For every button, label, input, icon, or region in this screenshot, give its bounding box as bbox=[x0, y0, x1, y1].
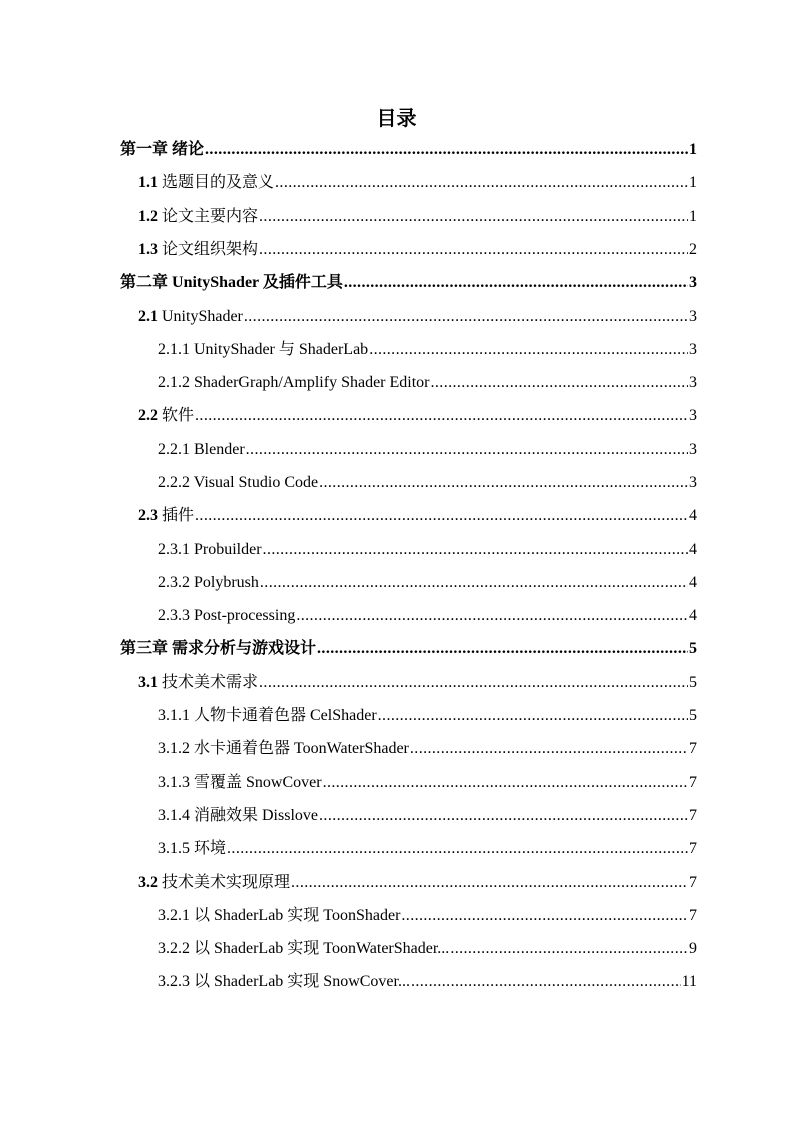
toc-entry-page: 3 bbox=[689, 407, 697, 424]
toc-entry-page: 4 bbox=[689, 607, 697, 624]
toc-leader-dots bbox=[296, 604, 688, 628]
toc-entry-number: 3.2.1 bbox=[158, 907, 190, 924]
toc-entry[interactable] bbox=[120, 637, 697, 661]
toc-leader-dots bbox=[319, 804, 688, 828]
toc-entry-title bbox=[158, 837, 226, 861]
toc-entry-page: 1 bbox=[689, 174, 697, 191]
toc-entry-title bbox=[158, 771, 322, 795]
toc-entry-page: 7 bbox=[689, 840, 697, 857]
toc-leader-dots bbox=[260, 571, 688, 595]
toc-entry-number: 2.3 bbox=[138, 507, 158, 524]
toc-entry-label: 水卡通着色器 ToonWaterShader bbox=[194, 740, 409, 757]
toc-entry-title bbox=[138, 238, 258, 262]
toc-leader-dots bbox=[323, 771, 688, 795]
toc-entry-number: 3.2.3 bbox=[158, 973, 190, 990]
toc-entry-page: 5 bbox=[689, 674, 697, 691]
toc-entry-title bbox=[158, 338, 368, 362]
toc-leader-dots bbox=[431, 371, 689, 395]
toc-entry-page: 11 bbox=[681, 973, 697, 990]
toc-entry-title bbox=[158, 571, 259, 595]
toc-entry[interactable] bbox=[158, 438, 697, 462]
toc-entry-label: 消融效果 Disslove bbox=[194, 807, 319, 824]
toc-entry-number: 2.2.1 bbox=[158, 441, 190, 458]
toc-entry-number: 1.1 bbox=[138, 174, 158, 191]
toc-entry[interactable] bbox=[138, 504, 697, 528]
toc-entry-label: Polybrush bbox=[194, 574, 259, 591]
toc-entry-page: 4 bbox=[689, 507, 697, 524]
toc-leader-dots bbox=[450, 937, 688, 961]
toc-entry[interactable] bbox=[158, 704, 697, 728]
toc-title: 目录 bbox=[376, 108, 417, 130]
toc-entry-number: 3.1.4 bbox=[158, 807, 190, 824]
toc-entry-page: 3 bbox=[689, 441, 697, 458]
toc-entry-page: 3 bbox=[689, 341, 697, 358]
toc-entry-number: 第二章 bbox=[120, 274, 169, 291]
toc-leader-dots bbox=[344, 271, 688, 295]
toc-entry-number: 3.1.2 bbox=[158, 740, 190, 757]
toc-entry-page: 4 bbox=[689, 574, 697, 591]
toc-entry[interactable] bbox=[158, 970, 697, 994]
toc-entry-label: 论文组织架构 bbox=[162, 241, 259, 258]
toc-entry-page: 1 bbox=[689, 208, 697, 225]
toc-entry-label: Post-processing bbox=[194, 607, 296, 624]
toc-entry-title bbox=[120, 271, 343, 295]
toc-entry-number: 3.2 bbox=[138, 874, 158, 891]
toc-entry-title bbox=[158, 904, 400, 928]
toc-leader-dots bbox=[411, 970, 681, 994]
toc-entry-number: 3.1.3 bbox=[158, 774, 190, 791]
toc-entry-label: ShaderGraph/Amplify Shader Editor bbox=[194, 374, 430, 391]
toc-entry-number: 3.1 bbox=[138, 674, 158, 691]
toc-entry-title bbox=[158, 704, 377, 728]
toc-entry-page: 5 bbox=[689, 640, 697, 657]
toc-entry-page: 7 bbox=[689, 807, 697, 824]
toc-entry-title bbox=[138, 504, 194, 528]
toc-entry-page: 7 bbox=[689, 774, 697, 791]
toc-entry-number: 1.2 bbox=[138, 208, 158, 225]
toc-entry[interactable] bbox=[120, 138, 697, 162]
toc-entry-label: 绪论 bbox=[172, 141, 205, 158]
toc-entry-title bbox=[158, 970, 410, 994]
toc-entry[interactable] bbox=[158, 471, 697, 495]
toc-entry-label: 技术美术实现原理 bbox=[162, 874, 291, 891]
toc-entry[interactable] bbox=[158, 771, 697, 795]
toc-entry-label: 以 ShaderLab 实现 SnowCover... bbox=[194, 973, 410, 990]
toc-leader-dots bbox=[291, 871, 688, 895]
toc-leader-dots bbox=[319, 471, 688, 495]
toc-entry-title bbox=[158, 438, 245, 462]
toc-leader-dots bbox=[244, 305, 688, 329]
toc-leader-dots bbox=[259, 238, 688, 262]
toc-entry-number: 2.3.3 bbox=[158, 607, 190, 624]
toc-entry-title bbox=[158, 371, 430, 395]
toc-leader-dots bbox=[317, 637, 688, 661]
toc-entry-number: 2.3.1 bbox=[158, 541, 190, 558]
toc-entry-label: 雪覆盖 SnowCover bbox=[194, 774, 322, 791]
toc-entry-number: 2.3.2 bbox=[158, 574, 190, 591]
toc-leader-dots bbox=[401, 904, 688, 928]
toc-entry[interactable] bbox=[138, 404, 697, 428]
toc-entry-number: 3.2.2 bbox=[158, 940, 190, 957]
toc-entry-label: Visual Studio Code bbox=[193, 474, 319, 491]
toc-entry-label: UnityShader bbox=[162, 308, 243, 325]
toc-entry[interactable] bbox=[158, 571, 697, 595]
toc-leader-dots bbox=[410, 737, 688, 761]
toc-leader-dots bbox=[259, 205, 688, 229]
toc-entry-title bbox=[158, 937, 449, 961]
toc-entry[interactable] bbox=[158, 737, 697, 761]
toc-entry-number: 1.3 bbox=[138, 241, 158, 258]
toc-entry-number: 2.1.1 bbox=[158, 341, 190, 358]
toc-leader-dots bbox=[205, 138, 688, 162]
toc-entry-number: 3.1.1 bbox=[158, 707, 190, 724]
toc-entry[interactable] bbox=[138, 171, 697, 195]
toc-leader-dots bbox=[275, 171, 688, 195]
toc-entry-label: 人物卡通着色器 CelShader bbox=[194, 707, 377, 724]
toc-leader-dots bbox=[195, 504, 688, 528]
toc-entry-title bbox=[120, 138, 204, 162]
toc-entry[interactable] bbox=[138, 305, 697, 329]
toc-entry[interactable] bbox=[158, 338, 697, 362]
toc-entry-number: 第一章 bbox=[120, 141, 169, 158]
toc-entry-title bbox=[138, 404, 194, 428]
toc-entry-label: 以 ShaderLab 实现 ToonWaterShader... bbox=[194, 940, 450, 957]
toc-entry-label: 论文主要内容 bbox=[162, 208, 259, 225]
toc-entry-page: 7 bbox=[689, 874, 697, 891]
toc-entry-label: 需求分析与游戏设计 bbox=[172, 640, 317, 657]
toc-entry-title bbox=[138, 305, 243, 329]
toc-entry-page: 7 bbox=[689, 740, 697, 757]
toc-entry-page: 3 bbox=[689, 474, 697, 491]
toc-leader-dots bbox=[246, 438, 688, 462]
toc-entry[interactable] bbox=[158, 937, 697, 961]
toc-entry-title bbox=[138, 171, 274, 195]
toc-entry-number: 2.2 bbox=[138, 407, 158, 424]
toc-entry[interactable] bbox=[138, 238, 697, 262]
toc-entry-title bbox=[158, 737, 409, 761]
toc-entry-page: 1 bbox=[689, 141, 697, 158]
toc-entry-label: Probuilder bbox=[194, 541, 262, 558]
toc-leader-dots bbox=[195, 404, 688, 428]
toc-entry-title bbox=[138, 205, 258, 229]
toc-leader-dots bbox=[227, 837, 688, 861]
toc-entry-page: 3 bbox=[689, 274, 697, 291]
toc-entry-label: UnityShader 与 ShaderLab bbox=[194, 341, 369, 358]
toc-entry-label: UnityShader 及插件工具 bbox=[172, 274, 343, 291]
toc-entry-title bbox=[138, 671, 258, 695]
toc-entry-page: 7 bbox=[689, 907, 697, 924]
toc-entry[interactable] bbox=[158, 837, 697, 861]
toc-entry[interactable] bbox=[158, 604, 697, 628]
toc-entry-number: 3.1.5 bbox=[158, 840, 190, 857]
toc-entry-title bbox=[158, 804, 318, 828]
toc-leader-dots bbox=[263, 538, 688, 562]
toc-entry-label: 环境 bbox=[194, 840, 227, 857]
toc-entry-label: 以 ShaderLab 实现 ToonShader bbox=[194, 907, 401, 924]
toc-entry-page: 3 bbox=[689, 374, 697, 391]
toc-entry-title bbox=[158, 538, 262, 562]
toc-entry[interactable] bbox=[158, 904, 697, 928]
toc-leader-dots bbox=[378, 704, 688, 728]
toc-entry-label: 技术美术需求 bbox=[162, 674, 259, 691]
toc-entry-number: 2.1 bbox=[138, 308, 158, 325]
toc-entry-number: 2.1.2 bbox=[158, 374, 190, 391]
toc-entry-number: 第三章 bbox=[120, 640, 169, 657]
toc-entry[interactable] bbox=[158, 804, 697, 828]
toc-entry-title bbox=[158, 471, 318, 495]
toc-entry-page: 2 bbox=[689, 241, 697, 258]
toc-entry[interactable] bbox=[120, 271, 697, 295]
toc-entry-label: Blender bbox=[194, 441, 245, 458]
toc-leader-dots bbox=[259, 671, 688, 695]
toc-entry-title bbox=[120, 637, 316, 661]
toc-entry[interactable] bbox=[158, 538, 697, 562]
toc-entry-page: 9 bbox=[689, 940, 697, 957]
toc-entry-label: 插件 bbox=[162, 507, 195, 524]
toc-entry-label: 选题目的及意义 bbox=[162, 174, 275, 191]
toc-entry[interactable] bbox=[138, 671, 697, 695]
toc-entry-title bbox=[158, 604, 295, 628]
toc-entry-page: 5 bbox=[689, 707, 697, 724]
toc-entry-number: 2.2.2 bbox=[158, 474, 190, 491]
toc-entry[interactable] bbox=[138, 871, 697, 895]
toc-entry-title bbox=[138, 871, 290, 895]
toc-leader-dots bbox=[369, 338, 688, 362]
toc-entry-page: 4 bbox=[689, 541, 697, 558]
toc-entry-label: 软件 bbox=[162, 407, 195, 424]
toc-entry[interactable] bbox=[158, 371, 697, 395]
toc-entry[interactable] bbox=[138, 205, 697, 229]
toc-entry-page: 3 bbox=[689, 308, 697, 325]
